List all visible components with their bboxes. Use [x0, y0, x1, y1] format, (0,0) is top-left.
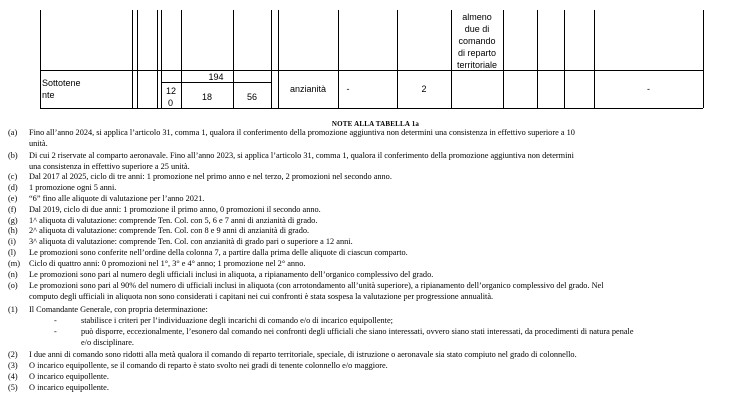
table-rule — [157, 10, 158, 108]
table-rule — [40, 108, 703, 109]
note-text: I due anni di comando sono ridotti alla metà qualora il comando di reparto territoriale, speciale, di istruzione o aeronavale sia stato compiuto nel grado di colonnello. — [29, 350, 577, 359]
table-rule — [40, 10, 41, 108]
note-item — [8, 372, 748, 383]
note-subitem: stabilisce i criteri per l’individuazione degli incarichi di comando e/o di incarico equipollente; — [81, 316, 393, 325]
table-rule — [132, 10, 133, 108]
note-item — [8, 383, 748, 394]
cell-value: 18 — [201, 92, 212, 102]
note-item — [8, 361, 748, 372]
table-rule — [137, 10, 138, 108]
note-marker: (f) — [8, 205, 17, 214]
note-marker: (h) — [8, 226, 18, 235]
cell-value: 2 — [421, 84, 427, 94]
note-text: O incarico equipollente. — [29, 372, 109, 381]
note-item — [8, 237, 748, 248]
note-text: Fino all’anno 2024, si applica l’articolo 31, comma 1, qualora il conferimento della promozione aggiuntiva non determini una consistenza in effettivo superiore a 10 — [29, 128, 575, 137]
table-fragment — [0, 0, 751, 118]
dash-cell: - — [346, 84, 350, 94]
note-text: Il Comandante Generale, con propria determinazione: — [29, 305, 208, 314]
note-marker: (c) — [8, 172, 18, 181]
note-marker: (b) — [8, 151, 18, 160]
group-total: 194 — [208, 72, 224, 82]
dash-cell: - — [647, 84, 650, 94]
note-text: 1 promozione ogni 5 anni. — [29, 183, 117, 192]
note-item — [8, 305, 748, 350]
row-label: Sottotene — [42, 78, 81, 88]
note-text: Dal 2019, ciclo di due anni: 1 promozione il primo anno, 0 promozioni il secondo anno. — [29, 205, 321, 214]
note-item — [8, 350, 748, 361]
note-marker: (1) — [8, 305, 18, 314]
table-rule — [271, 10, 272, 108]
note-item — [8, 128, 748, 150]
note-marker: (3) — [8, 361, 18, 370]
table-rule — [40, 70, 703, 71]
table-rule — [503, 10, 504, 108]
row-label: nte — [42, 90, 55, 100]
cell-value: 0 — [168, 98, 174, 108]
note-marker: (d) — [8, 183, 18, 192]
note-item — [8, 259, 748, 270]
header-fragment-line: comando — [458, 36, 496, 46]
note-item — [8, 151, 748, 173]
note-text: “6” fino alle aliquote di valutazione per l’anno 2021. — [29, 194, 205, 203]
note-marker: (5) — [8, 383, 18, 392]
note-text: una consistenza in effettivo superiore a 25 unità. — [29, 161, 190, 171]
note-text: Di cui 2 riservate al comparto aeronavale. Fino all’anno 2023, si applica l’articolo 31, comma 1, qualora il conferimento della promozione aggiuntiva non determini — [29, 151, 574, 160]
note-marker: (2) — [8, 350, 18, 359]
note-marker: (a) — [8, 128, 18, 137]
note-item — [8, 172, 748, 183]
note-text: computo degli ufficiali in aliquota non sono considerati i capitani nei cui confronti è stata sospesa la valutazione per progressione annualità. — [29, 291, 494, 301]
note-text: Dal 2017 al 2025, ciclo di tre anni: 1 promozione nel primo anno e nel terzo, 2 promozioni nel secondo anno. — [29, 172, 392, 181]
note-item — [8, 205, 748, 216]
table-rule — [161, 10, 162, 108]
note-item — [8, 248, 748, 259]
note-text: Le promozioni sono conferite nell’ordine della colonna 7, a partire dalla prima delle aliquote di ciascun comparto. — [29, 248, 408, 257]
seniority-cell: anzianità — [289, 84, 327, 94]
note-text: O incarico equipollente. — [29, 383, 109, 392]
table-rule — [564, 10, 565, 108]
note-text: 1^ aliquota di valutazione: comprende Ten. Col. con 5, 6 e 7 anni di anzianità di grado. — [29, 216, 318, 225]
note-text: Le promozioni sono pari al 90% del numero di ufficiali inclusi in aliquota (con arrotondamento all’unità superiore), a ripianamento dell’organico complessivo del grado. Nel — [29, 281, 604, 290]
header-fragment-line: territoriale — [456, 60, 497, 70]
note-marker: (e) — [8, 194, 18, 203]
notes-title: NOTE ALLA TABELLA 1a — [331, 120, 420, 128]
note-marker: (l) — [8, 248, 16, 257]
note-marker: (o) — [8, 281, 18, 290]
note-text: 3^ aliquota di valutazione: comprende Ten. Col. con anzianità di grado pari o superiore a 12 anni. — [29, 237, 353, 246]
header-fragment-line: almeno — [462, 12, 492, 22]
note-subitem: e/o disciplinare. — [81, 338, 134, 347]
table-rule — [537, 10, 538, 108]
note-marker: (g) — [8, 216, 18, 225]
note-marker: (m) — [8, 259, 20, 268]
note-item — [8, 226, 748, 237]
header-fragment-line: di reparto — [457, 48, 497, 58]
note-marker: (i) — [8, 237, 16, 246]
note-marker: (n) — [8, 270, 18, 279]
note-item — [8, 183, 748, 194]
note-text: Le promozioni sono pari al numero degli ufficiali inclusi in aliquota, a ripianamento dell’organico complessivo del grado. — [29, 270, 434, 279]
note-text: unità. — [29, 138, 48, 148]
note-subitem: può disporre, eccezionalmente, l’esonero dal comando nei confronti degli ufficiali che siano interessati, ovvero siano stati interessati, da procedimenti di natura penale — [81, 327, 634, 336]
header-fragment-line: due di — [464, 24, 490, 34]
note-text: Ciclo di quattro anni: 0 promozioni nel 1°, 3° e 4° anno; 1 promozione nel 2° anno. — [29, 259, 306, 268]
cell-value: 12 — [166, 86, 177, 96]
note-marker: (4) — [8, 372, 18, 381]
note-item — [8, 281, 748, 303]
cell-value: 56 — [246, 92, 257, 102]
bullet-dash: - — [54, 327, 57, 336]
note-text: O incarico equipollente, se il comando di reparto è stato svolto nei gradi di tenente colonnello e/o maggiore. — [29, 361, 388, 370]
note-item — [8, 194, 748, 205]
table-rule — [703, 10, 704, 108]
note-item — [8, 270, 748, 281]
bullet-dash: - — [54, 316, 57, 325]
note-text: 2^ aliquota di valutazione: comprende Ten. Col. con 8 e 9 anni di anzianità di grado. — [29, 226, 310, 235]
